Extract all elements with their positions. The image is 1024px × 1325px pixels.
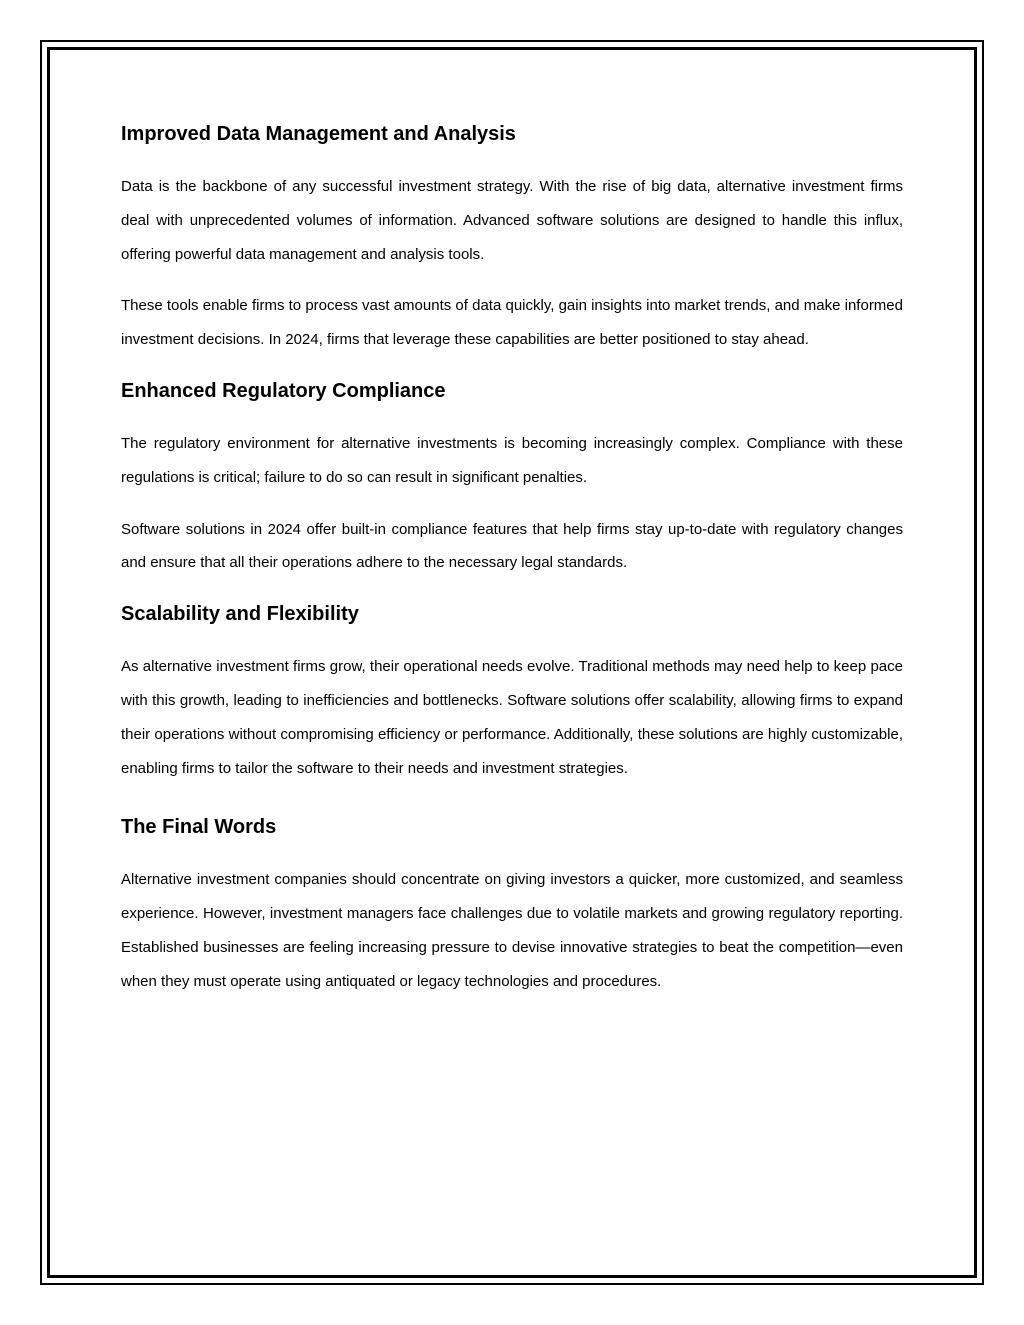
section-heading: Enhanced Regulatory Compliance	[121, 379, 446, 402]
section-scalability	[121, 600, 903, 785]
section-paragraph: Software solutions in 2024 offer built-in compliance features that help firms stay up-to-date with regulatory changes and ensure that all their operations adhere to the necessary legal standards.	[121, 520, 903, 572]
section-heading: Scalability and Flexibility	[121, 603, 359, 626]
section-heading: Improved Data Management and Analysis	[121, 123, 516, 145]
section-paragraph: Data is the backbone of any successful investment strategy. With the rise of big data, alternative investment firms deal with unprecedented volumes of information. Advanced software solutions are designed to handle this influx, offering powerful data management and analysis tools.	[121, 178, 903, 263]
section-paragraph: The regulatory environment for alternative investments is becoming increasingly complex. Compliance with these regulations is critical; failure to do so can result in significant penalties.	[121, 434, 903, 486]
section-regulatory-compliance	[121, 377, 903, 580]
section-heading: The Final Words	[121, 816, 277, 839]
section-paragraph: Alternative investment companies should concentrate on giving investors a quicker, more customized, and seamless experience. However, investment managers face challenges due to volatile markets and growing regulatory reporting. Established businesses are feeling increasing pressure to devise innovative strategies to beat the competition—even when they must operate using antiquated or legacy technologies and procedures.	[121, 871, 903, 990]
document-body	[121, 114, 903, 999]
section-paragraph: As alternative investment firms grow, their operational needs evolve. Traditional methods may need help to keep pace with this growth, leading to inefficiencies and bottlenecks. Software solutions offer scalability, allowing firms to expand their operations without compromising efficiency or performance. Additionally, these solutions are highly customizable, enabling firms to tailor the software to their needs and investment strategies.	[121, 658, 903, 777]
section-paragraph: These tools enable firms to process vast amounts of data quickly, gain insights into market trends, and make informed investment decisions. In 2024, firms that leverage these capabilities are better positioned to stay ahead.	[121, 297, 903, 349]
section-final-words	[121, 813, 903, 998]
section-data-management	[121, 120, 903, 357]
